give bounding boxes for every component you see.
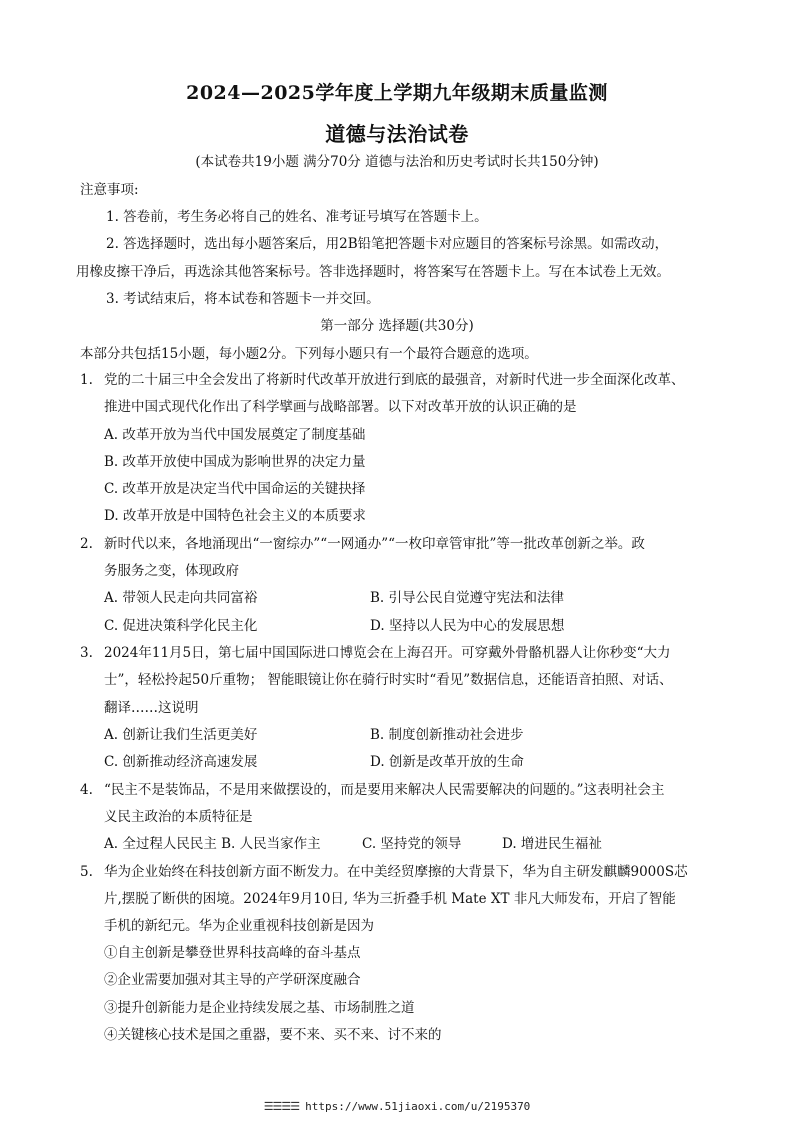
notice-item: 3. 考试结束后，将本试卷和答题卡一并交回。 bbox=[106, 291, 380, 307]
question-2 bbox=[80, 534, 645, 554]
option-a: A. 改革开放为当代中国发展奠定了制度基础 bbox=[104, 427, 366, 443]
question-text: 新时代以来，各地涌现出“一窗综办”“一网通办”“一枚印章管审批”等一批改革创新之举。政 bbox=[104, 536, 645, 552]
option-a: A. 创新让我们生活更美好 bbox=[104, 727, 258, 743]
question-text: 推进中国式现代化作出了科学擘画与战略部署。以下对改革开放的认识正确的是 bbox=[104, 399, 577, 415]
exam-title: 2024—2025学年度上学期九年级期末质量监测 bbox=[186, 82, 608, 104]
option-b: B. 引导公民自觉遵守宪法和法律 bbox=[370, 590, 565, 606]
statement-3: ③提升创新能力是企业持续发展之基、市场制胜之道 bbox=[104, 1000, 415, 1016]
option-d: D. 增进民生福祉 bbox=[502, 836, 602, 852]
question-number: 5. bbox=[80, 864, 93, 880]
question-text: 务服务之变，体现政府 bbox=[104, 563, 239, 579]
notice-item: 2. 答选择题时，选出每小题答案后，用2B铅笔把答题卡对应题目的答案标号涂黑。如需改动， bbox=[106, 236, 669, 252]
statement-1: ①自主创新是攀登世界科技高峰的奋斗基点 bbox=[104, 945, 361, 961]
option-b: B. 改革开放使中国成为影响世界的决定力量 bbox=[104, 454, 366, 470]
option-c: C. 促进决策科学化民主化 bbox=[104, 618, 258, 634]
question-number: 3. bbox=[80, 645, 93, 661]
question-4 bbox=[80, 780, 665, 800]
question-text: 义民主政治的本质特征是 bbox=[104, 809, 253, 825]
question-number: 1. bbox=[80, 372, 93, 388]
statement-2: ②企业需要加强对其主导的产学研深度融合 bbox=[104, 972, 361, 988]
question-text: 手机的新纪元。华为企业重视科技创新是因为 bbox=[104, 918, 374, 934]
option-a-b: A. 全过程人民民主 B. 人民当家作主 bbox=[104, 836, 321, 852]
question-text: “民主不是装饰品，不是用来做摆设的，而是要用来解决人民需要解决的问题的。”这表明社会主 bbox=[104, 782, 665, 798]
option-c: C. 改革开放是决定当代中国命运的关键抉择 bbox=[104, 481, 366, 497]
question-1 bbox=[80, 370, 685, 390]
footer-decoration: ☰☰☰☰ bbox=[263, 1100, 300, 1113]
question-number: 4. bbox=[80, 782, 93, 798]
option-d: D. 创新是改革开放的生命 bbox=[370, 754, 524, 770]
question-5 bbox=[80, 862, 688, 882]
question-3 bbox=[80, 643, 671, 663]
option-d: D. 改革开放是中国特色社会主义的本质要求 bbox=[104, 508, 366, 524]
notice-item: 用橡皮擦干净后，再选涂其他答案标号。答非选择题时，将答案写在答题卡上。写在本试卷上无效。 bbox=[76, 264, 670, 280]
exam-note: (本试卷共19小题 满分70分 道德与法治和历史考试时长共150分钟) bbox=[195, 154, 599, 170]
option-b: B. 制度创新推动社会进步 bbox=[370, 727, 524, 743]
notice-item: 1. 答卷前，考生务必将自己的姓名、准考证号填写在答题卡上。 bbox=[106, 209, 488, 225]
notice-heading: 注意事项: bbox=[80, 182, 139, 198]
exam-subject: 道德与法治试卷 bbox=[325, 122, 469, 146]
option-d: D. 坚持以人民为中心的发展思想 bbox=[370, 618, 565, 634]
question-text: 翻译……这说明 bbox=[104, 700, 199, 716]
option-c: C. 创新推动经济高速发展 bbox=[104, 754, 258, 770]
question-text: 片,摆脱了断供的困境。2024年9月10日, 华为三折叠手机 Mate XT 非凡大师发布，开启了智能 bbox=[104, 891, 676, 907]
option-a: A. 带领人民走向共同富裕 bbox=[104, 590, 258, 606]
question-number: 2. bbox=[80, 536, 93, 552]
statement-4: ④关键核心技术是国之重器，要不来、买不来、讨不来的 bbox=[104, 1027, 442, 1043]
question-text: 2024年11月5日，第七届中国国际进口博览会在上海召开。可穿戴外骨骼机器人让你秒变“大力 bbox=[104, 645, 671, 661]
question-text: 士”，轻松拎起50斤重物； 智能眼镜让你在骑行时实时“看见”数据信息，还能语音拍照、对话、 bbox=[104, 672, 673, 688]
footer bbox=[0, 1100, 794, 1113]
footer-url[interactable]: https://www.51jiaoxi.com/u/2195370 bbox=[305, 1100, 531, 1113]
question-text: 党的二十届三中全会发出了将新时代改革开放进行到底的最强音，对新时代进一步全面深化改革、 bbox=[104, 372, 685, 388]
option-c: C. 坚持党的领导 bbox=[362, 836, 462, 852]
section-instruction: 本部分共包括15小题，每小题2分。下列每小题只有一个最符合题意的选项。 bbox=[80, 346, 538, 362]
question-text: 华为企业始终在科技创新方面不断发力。在中美经贸摩擦的大背景下，华为自主研发麒麟9000S芯 bbox=[104, 864, 688, 880]
section-title: 第一部分 选择题(共30分) bbox=[320, 318, 474, 334]
